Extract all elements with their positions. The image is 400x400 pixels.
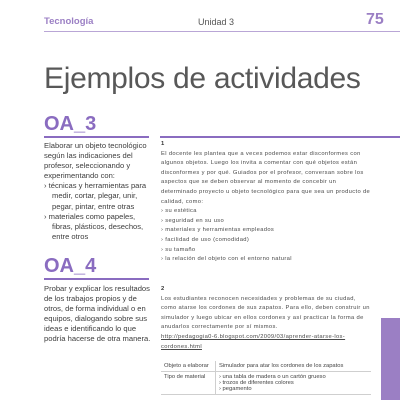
oa3-item: › técnicas y herramientas para medir, cortar, plegar, unir, pegar, pintar, entre otras: [44, 181, 147, 211]
oa3-label: OA_3: [44, 113, 97, 135]
oa3-divider: [44, 136, 149, 138]
header-divider: [44, 31, 400, 32]
header-subject: Tecnología: [44, 16, 94, 27]
table-row: [161, 372, 371, 395]
table-key: Tipo de material: [161, 372, 216, 395]
oa4-divider: [44, 278, 149, 280]
header-unit: Unidad 3: [198, 17, 235, 27]
sidebar-tab: [381, 318, 400, 400]
activity-1-number: 1: [161, 141, 165, 147]
activity-1: [161, 140, 373, 265]
activity-divider-top: [160, 136, 400, 138]
materials-item: › trozos de diferentes colores: [219, 380, 294, 386]
table-row: [161, 361, 371, 372]
page-title: Ejemplos de actividades: [44, 62, 361, 95]
activity-1-item: › su tamaño: [161, 246, 196, 253]
activity-1-item: › materiales y herramientas empleados: [161, 227, 275, 234]
materials-item: › pegamento: [219, 386, 252, 392]
activity-1-item: › su estética: [161, 208, 197, 215]
table-key: Objeto a elaborar: [161, 361, 216, 372]
activity-1-list: [161, 207, 373, 265]
oa4-label: OA_4: [44, 255, 97, 277]
activity-2: [161, 285, 373, 352]
activity-1-item: › seguridad en su uso: [161, 217, 225, 224]
activity-1-item: › facilidad de uso (comodidad): [161, 236, 250, 243]
activity-1-text: El docente les plantea que a veces podemos estar disconformes con algunos objetos. Luego los invita a comentar con qué objetos están disconformes y por qué. Guiados por el profesor, conversan sobre los aspectos que se deben observar al momento de concebir un determinado proyecto u objeto tecnológico para que sea un producto de calidad, como:: [161, 150, 371, 205]
oa3-description: [44, 141, 154, 242]
materials-list: [219, 374, 368, 392]
oa4-description: [44, 284, 154, 345]
activity-2-text: Los estudiantes reconocen necesidades y problemas de su ciudad, como atarse los cordones de sus zapatos. Para ello, deben construir un simulador y luego ubicar en ellos cordones y así practicar la forma de anudarlos correctamente por sí mismos.: [161, 295, 370, 331]
materials-item: › una tabla de madera o un cartón grueso: [219, 374, 326, 380]
activity-2-number: 2: [161, 286, 165, 292]
materials-table: [161, 361, 371, 395]
page-number: 75: [366, 11, 384, 28]
oa4-text: Probar y explicar los resultados de los trabajos propios y de otros, de forma individual o en equipos, dialogando sobre sus ideas e identificando lo que podría hacerse de otra manera.: [44, 284, 151, 344]
table-value: [216, 372, 372, 395]
oa3-intro: Elaborar un objeto tecnológico según las indicaciones del profesor, seleccionando y experimentando con:: [44, 141, 147, 181]
table-value: Simulador para atar los cordones de los zapatos: [216, 361, 372, 372]
activity-2-link[interactable]: http://pedagogia0-6.blogspot.com/2009/03/aprender-atarse-los-cordones.html: [161, 333, 346, 350]
oa3-item: › materiales como papeles, fibras, plásticos, desechos, entre otros: [44, 211, 144, 241]
activity-1-item: › la relación del objeto con el entorno natural: [161, 256, 292, 263]
oa3-list: [44, 181, 154, 242]
